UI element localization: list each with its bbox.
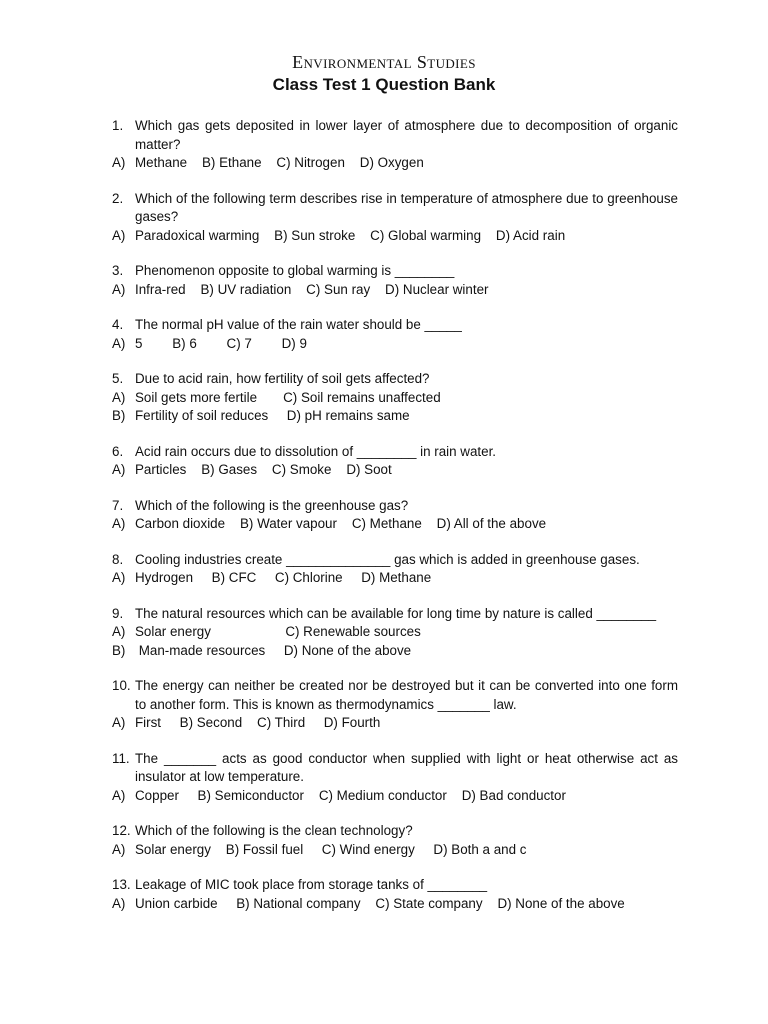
question-line	[112, 497, 678, 516]
option-letter: A)	[112, 462, 126, 477]
question-number: 3.	[112, 263, 124, 278]
question-line	[112, 876, 678, 895]
option-text: Soil gets more fertile C) Soil remains unaffected	[135, 389, 441, 405]
option-text: Methane B) Ethane C) Nitrogen D) Oxygen	[135, 155, 424, 170]
question-text: Cooling industries create ______________ gas which is added in greenhouse gases.	[135, 551, 640, 567]
option-text: Copper B) Semiconductor C) Medium conductor D) Bad conductor	[135, 787, 566, 803]
option-letter: B)	[112, 642, 126, 658]
question-text: Which of the following term describes rise in temperature of atmosphere due to greenhouse gases?	[135, 190, 678, 224]
question-number: 4.	[112, 317, 124, 332]
option-letter: A)	[112, 227, 126, 243]
option-text: Man-made resources D) None of the above	[135, 642, 412, 658]
options-line	[112, 787, 678, 806]
question-text: Leakage of MIC took place from storage tanks of ________	[135, 877, 488, 892]
option-text: Union carbide B) National company C) State company D) None of the above	[135, 895, 625, 911]
question-6	[112, 443, 678, 480]
question-number: 1.	[112, 118, 124, 133]
options-line	[112, 389, 678, 408]
question-11	[112, 750, 678, 806]
question-2	[112, 190, 678, 246]
option-text: Paradoxical warming B) Sun stroke C) Global warming D) Acid rain	[135, 227, 566, 243]
question-7	[112, 497, 678, 534]
question-text: Which gas gets deposited in lower layer of atmosphere due to decomposition of organic matter?	[135, 118, 678, 152]
question-text: Due to acid rain, how fertility of soil gets affected?	[135, 371, 430, 386]
option-letter: A)	[112, 516, 126, 531]
question-4	[112, 316, 678, 353]
question-number: 7.	[112, 497, 124, 513]
option-text: Particles B) Gases C) Smoke D) Soot	[135, 462, 392, 477]
question-line	[112, 551, 678, 570]
question-number: 5.	[112, 371, 124, 386]
question-text: Phenomenon opposite to global warming is ________	[135, 263, 455, 278]
question-line	[112, 750, 678, 787]
option-text: Hydrogen B) CFC C) Chlorine D) Methane	[135, 570, 432, 585]
options-line	[112, 281, 678, 300]
question-line	[112, 443, 678, 462]
question-line	[112, 370, 678, 389]
options-line	[112, 515, 678, 534]
options-line	[112, 227, 678, 246]
question-number: 9.	[112, 605, 124, 621]
options-line	[112, 335, 678, 354]
options-line	[112, 154, 678, 173]
question-number: 8.	[112, 551, 124, 567]
question-number: 11.	[112, 750, 130, 766]
question-line	[112, 316, 678, 335]
question-5	[112, 370, 678, 426]
options-line	[112, 623, 678, 642]
option-letter: A)	[112, 841, 126, 857]
options-line	[112, 569, 678, 588]
question-3	[112, 262, 678, 299]
option-text: Fertility of soil reduces D) pH remains same	[135, 408, 410, 423]
option-letter: A)	[112, 389, 126, 405]
option-letter: B)	[112, 408, 126, 423]
option-letter: A)	[112, 787, 126, 803]
question-9	[112, 605, 678, 661]
question-number: 13.	[112, 877, 131, 892]
question-line	[112, 262, 678, 281]
question-number: 12.	[112, 823, 131, 838]
question-text: The normal pH value of the rain water should be _____	[135, 317, 462, 332]
option-letter: A)	[112, 335, 126, 351]
question-text: Which of the following is the clean technology?	[135, 823, 413, 838]
option-text: Solar energy B) Fossil fuel C) Wind energy D) Both a and c	[135, 841, 527, 857]
option-letter: A)	[112, 155, 126, 170]
options-line	[112, 642, 678, 661]
option-letter: A)	[112, 624, 126, 639]
option-letter: A)	[112, 895, 126, 911]
question-1	[112, 117, 678, 173]
question-line	[112, 677, 678, 714]
question-list	[112, 117, 678, 930]
question-text: The energy can neither be created nor be destroyed but it can be converted into one form to another form. This is known as thermodynamics _______ law.	[135, 678, 678, 712]
option-text: 5 B) 6 C) 7 D) 9	[135, 335, 307, 351]
options-line	[112, 714, 678, 733]
question-number: 6.	[112, 443, 124, 459]
question-number: 10.	[112, 678, 131, 693]
options-line	[112, 407, 678, 426]
option-letter: A)	[112, 570, 126, 585]
question-text: The _______ acts as good conductor when supplied with light or heat otherwise act as insulator at low temperature.	[135, 750, 678, 784]
question-10	[112, 677, 678, 733]
question-line	[112, 190, 678, 227]
question-text: The natural resources which can be available for long time by nature is called ________	[135, 605, 657, 621]
question-line	[112, 605, 678, 624]
question-number: 2.	[112, 190, 124, 206]
options-line	[112, 895, 678, 914]
option-letter: A)	[112, 715, 126, 730]
question-text: Which of the following is the greenhouse gas?	[135, 497, 409, 513]
document-title: Environmental Studies	[292, 52, 476, 72]
question-line	[112, 117, 678, 154]
question-text: Acid rain occurs due to dissolution of ________ in rain water.	[135, 443, 497, 459]
document-subtitle: Class Test 1 Question Bank	[272, 75, 496, 94]
options-line	[112, 841, 678, 860]
question-line	[112, 822, 678, 841]
option-text: Carbon dioxide B) Water vapour C) Methane D) All of the above	[135, 516, 547, 531]
option-text: Infra-red B) UV radiation C) Sun ray D) Nuclear winter	[135, 281, 489, 297]
question-8	[112, 551, 678, 588]
question-13	[112, 876, 678, 913]
option-letter: A)	[112, 281, 126, 297]
question-12	[112, 822, 678, 859]
options-line	[112, 461, 678, 480]
option-text: First B) Second C) Third D) Fourth	[135, 715, 381, 730]
option-text: Solar energy C) Renewable sources	[135, 624, 421, 639]
